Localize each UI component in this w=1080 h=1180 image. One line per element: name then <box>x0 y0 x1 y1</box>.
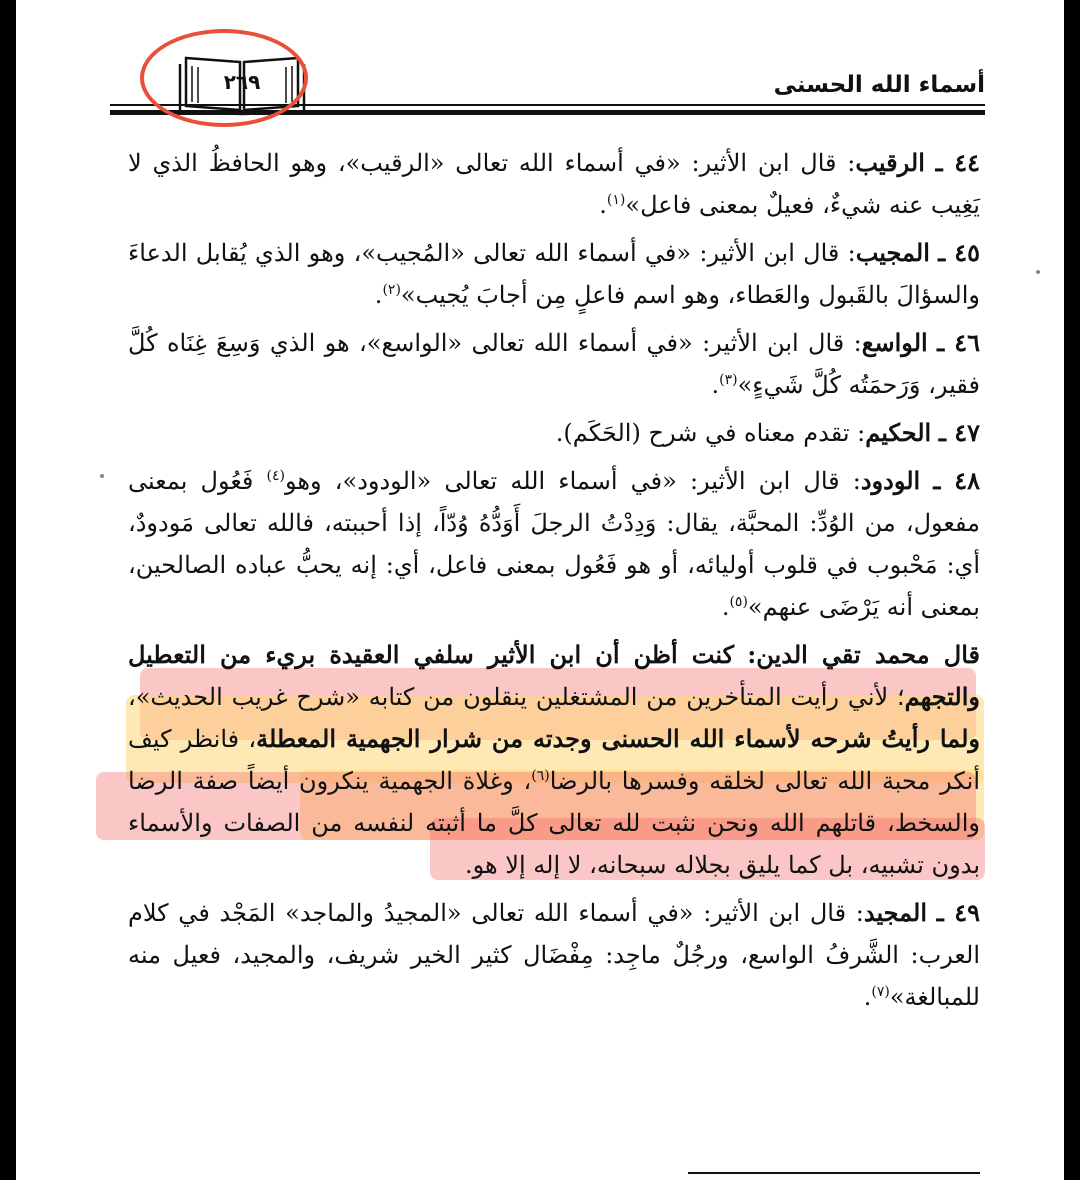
page-body <box>128 142 980 1024</box>
page-number: ٢٦٩ <box>223 70 261 94</box>
footnote-ref: (٧) <box>871 984 890 1000</box>
footnote-ref: (٥) <box>729 594 748 610</box>
scan-speck <box>1036 270 1040 274</box>
entry-45: ٤٥ ـ المجيب: قال ابن الأثير: «في أسماء الله تعالى «المُجيب»، وهو الذي يُقابل الدعاءَ والسؤالَ بالقَبول والعَطاء، وهو اسم فاعلٍ مِن أجابَ يُجيب»$^{(٢)}$. <box>128 238 980 309</box>
entry-46: ٤٦ ـ الواسع: قال ابن الأثير: «في أسماء الله تعالى «الواسع»، هو الذي وَسِعَ غِنَاه كُلَّ فقير، وَرَحمَتُه كُلَّ شَيءٍ»$^{(٣)}$. <box>128 328 980 399</box>
footnote-ref: (١) <box>606 192 626 208</box>
footnote-separator <box>688 1172 980 1174</box>
red-circle-annotation <box>140 29 308 127</box>
author-comment: قال محمد تقي الدين: كنت أظن أن ابن الأثير سلفي العقيدة بريء من التعطيل والتجهم؛ لأني رأيت المتأخرين من المشتغلين ينقلون من كتابه «شرح غريب الحديث»، ولما رأيتُ شرحه لأسماء الله الحسنى وجدته من شرار الجهمية المعطلة، فانظر كيف أنكر محبة الله تعالى لخلقه وفسرها بالرضا$^{(٦)}$، وغلاة الجهمية ينكرون أيضاً صفة الرضا والسخط، قاتلهم الله ونحن نثبت لله تعالى كلَّ ما أثبته لنفسه من الصفات والأسماء بدون تشبيه، بل كما يليق بجلاله سبحانه، لا إله إلا هو. <box>128 640 981 879</box>
entry-48: ٤٨ ـ الودود: قال ابن الأثير: «في أسماء الله تعالى «الودود»، وهو$^{(٤)}$ فَعُول بمعنى مفعول، من الوُدِّ: المحبَّة، يقال: وَدِدْتُ الرجلَ أَوَدُّهُ وُدّاً، إذا أحببته، فالله تعالى مَودودٌ، أي: مَحْبوب في قلوب أوليائه، أو هو فَعُول بمعنى فاعل، أي: إنه يحبُّ عباده الصالحين، بمعنى أنه يَرْضَى عنهم»$^{(٥)}$. <box>128 466 981 621</box>
entry-44: ٤٤ ـ الرقيب: قال ابن الأثير: «في أسماء الله تعالى «الرقيب»، وهو الحافظُ الذي لا يَغِيب عنه شيءٌ، فعيلٌ بمعنى فاعل»$^{(١)}$. <box>128 148 980 219</box>
scan-border-left <box>0 0 16 1180</box>
footnote-ref: (٦) <box>531 768 550 784</box>
scan-speck <box>100 474 104 478</box>
scan-border-right <box>1064 0 1080 1180</box>
running-title: أسماء الله الحسنى <box>773 72 985 98</box>
footnote-ref: (٢) <box>382 282 401 298</box>
entry-49: ٤٩ ـ المجيد: قال ابن الأثير: «في أسماء الله تعالى «المجيدُ والماجد» المَجْد في كلام العرب: الشَّرفُ الواسع، ورجُلٌ ماجِد: مِفْضَال كثير الخير شريف، والمجيد، فعيل منه للمبالغة»$^{(٧)}$. <box>128 898 980 1011</box>
footnote-ref: (٤) <box>266 468 285 484</box>
footnote-ref: (٣) <box>719 372 738 388</box>
entry-47: ٤٧ ـ الحكيم: تقدم معناه في شرح (الحَكَم). <box>555 418 980 447</box>
